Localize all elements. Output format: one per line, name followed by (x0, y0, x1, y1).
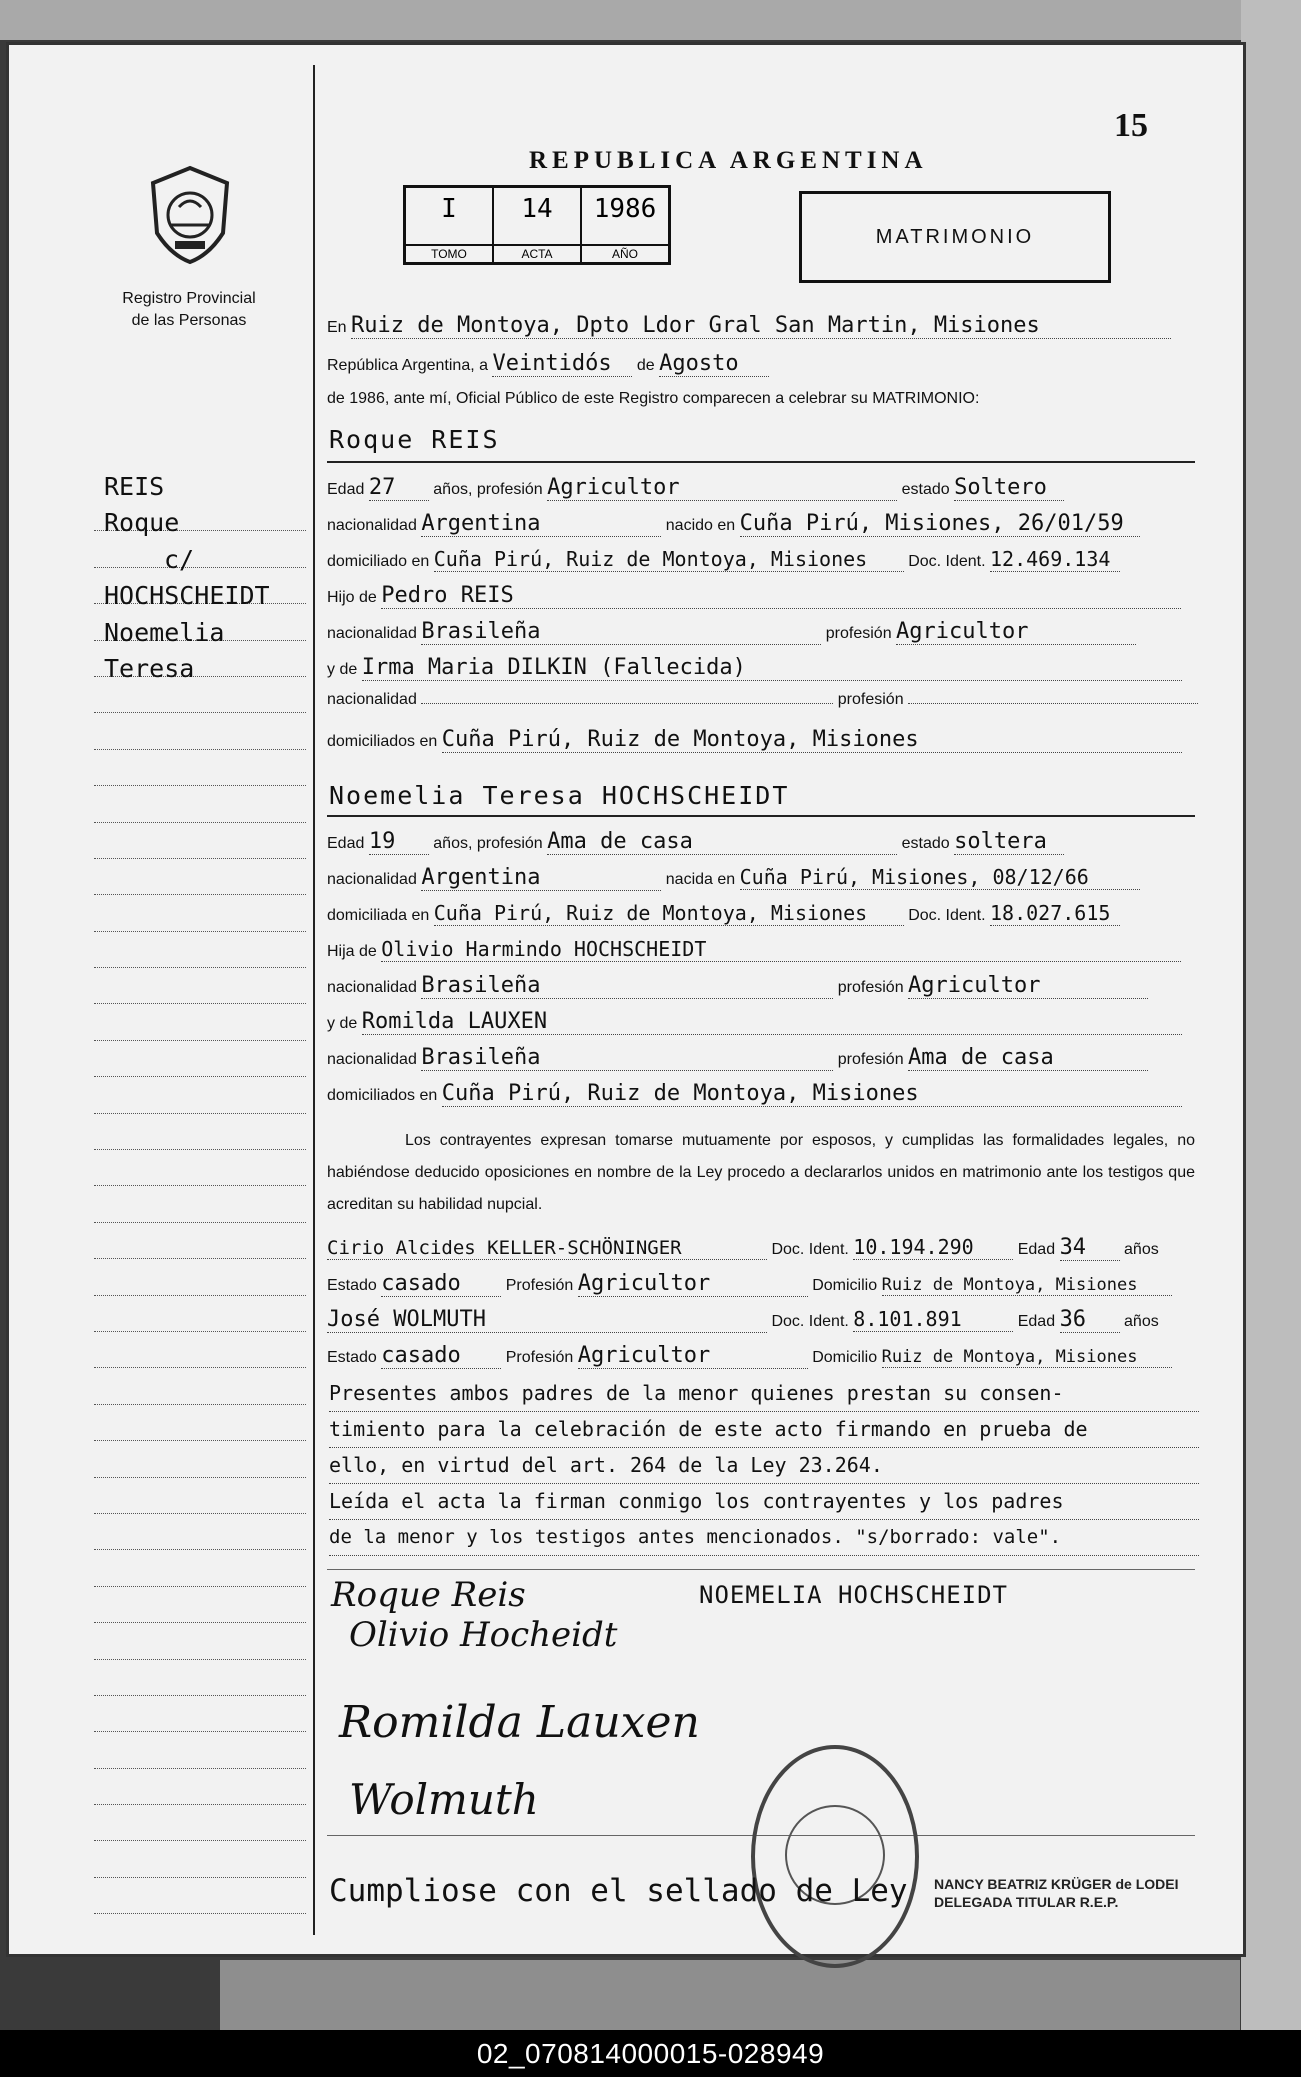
margin-rule (94, 750, 306, 786)
day-value: Veintidós (492, 351, 632, 377)
margin-rule (94, 1769, 306, 1805)
margin-rule (94, 1550, 306, 1586)
margin-rule (94, 968, 306, 1004)
groom-profession: Agricultor (547, 475, 897, 501)
page-number: 15 (1114, 107, 1148, 144)
margin-rule (94, 1368, 306, 1404)
tomo-acta-ano-box (403, 185, 671, 265)
bride-profession: Ama de casa (547, 829, 897, 855)
witness-signature: Wolmuth (349, 1775, 539, 1824)
margin-name: HOCHSCHEIDT (104, 581, 270, 611)
note-line: Leída el acta la firman conmigo los contrayentes y los padres (329, 1483, 1199, 1520)
margin-rule (94, 1878, 306, 1914)
margin-rule (94, 859, 306, 895)
margin-rule (94, 1587, 306, 1623)
groom-age: 27 (369, 475, 429, 501)
margin-rule (94, 1732, 306, 1768)
margin-name: Noemelia (104, 617, 225, 647)
witness-2-detail-row: Estado casado Profesión Agricultor Domicilio Ruiz de Montoya, Misiones (327, 1343, 1197, 1373)
acta-label: ACTA (494, 244, 580, 262)
groom-father: Pedro REIS (381, 583, 1181, 609)
bride-doc: 18.027.615 (990, 901, 1120, 926)
witness-1-age: 34 (1060, 1235, 1120, 1261)
margin-rule (94, 1514, 306, 1550)
background-bottom (220, 1960, 1240, 2030)
bride-mother: Romilda LAUXEN (362, 1009, 1182, 1035)
groom-parents-domicile-row: domiciliados en Cuña Pirú, Ruiz de Montoya, Misiones (327, 727, 1197, 757)
declaration-paragraph: Los contrayentes expresan tomarse mutuamente por esposos, y cumplidas las formalidades legales, no habiéndose deducido oposiciones en nombre de la Ley procedo a declararlos unidos en matrimonio ante los testigos que acreditan su habilidad nupcial. (327, 1132, 1195, 1213)
ano-cell (582, 188, 668, 262)
intro-date-row: República Argentina, a Veintidós de Agosto (327, 351, 1197, 381)
acta-cell (494, 188, 582, 262)
margin-rule (94, 1478, 306, 1514)
witness-2-doc: 8.101.891 (853, 1307, 1013, 1332)
intro-year-row: de 1986, ante mí, Oficial Público de este Registro comparecen a celebrar su MATRIMONIO: (327, 390, 980, 407)
official-stamp (934, 1875, 1196, 1911)
margin-name: Roque (104, 508, 180, 538)
groom-mother-nationality (421, 703, 833, 704)
witness-1-estado: casado (381, 1271, 501, 1297)
margin-rule (94, 1696, 306, 1732)
bride-father-nationality: Brasileña (421, 973, 833, 999)
margin-rule (94, 1041, 306, 1077)
bride-parents-domicile-row: domiciliados en Cuña Pirú, Ruiz de Montoya, Misiones (327, 1081, 1197, 1111)
margin-rule (94, 932, 306, 968)
groom-mother-profession (908, 703, 1198, 704)
section-rule (327, 461, 1195, 463)
groom-father-row: Hijo de Pedro REIS (327, 583, 1197, 613)
margin-rule (94, 1405, 306, 1441)
groom-birthplace: Cuña Pirú, Misiones, 26/01/59 (740, 511, 1140, 537)
bride-age: 19 (369, 829, 429, 855)
margin-rule (94, 1150, 306, 1186)
witness-2-age: 36 (1060, 1307, 1120, 1333)
registry-label: Registro Provincial de las Personas (122, 290, 256, 329)
note-line: Presentes ambos padres de la menor quienes prestan su consen- (329, 1375, 1199, 1412)
bride-nationality-row: nacionalidad Argentina nacida en Cuña Pirú, Misiones, 08/12/66 (327, 865, 1197, 895)
place-value: Ruiz de Montoya, Dpto Ldor Gral San Martin, Misiones (351, 313, 1171, 339)
groom-nationality-row: nacionalidad Argentina nacido en Cuña Pirú, Misiones, 26/01/59 (327, 511, 1197, 541)
margin-rule (94, 786, 306, 822)
acta-value: 14 (521, 194, 553, 224)
bride-mother-nat-row: nacionalidad Brasileña profesión Ama de casa (327, 1045, 1197, 1075)
record-type-box: MATRIMONIO (799, 191, 1111, 283)
section-rule (327, 815, 1195, 817)
country-title: REPUBLICA ARGENTINA (529, 147, 928, 174)
margin-rule (94, 1077, 306, 1113)
ano-label: AÑO (582, 244, 668, 262)
margin-names (104, 469, 314, 687)
bride-father-profession: Agricultor (908, 973, 1148, 999)
tomo-value: I (441, 194, 457, 224)
witness-2-estado: casado (381, 1343, 501, 1369)
margin-rule (94, 1623, 306, 1659)
bride-father-row: Hija de Olivio Harmindo HOCHSCHEIDT (327, 937, 1197, 967)
groom-domicile-row: domiciliado en Cuña Pirú, Ruiz de Montoya, Misiones Doc. Ident. 12.469.134 (327, 547, 1197, 577)
margin-divider (313, 65, 315, 1935)
ano-value: 1986 (593, 194, 657, 224)
witness-1-doc: 10.194.290 (853, 1235, 1013, 1260)
margin-rule (94, 1114, 306, 1150)
margin-rule (94, 1259, 306, 1295)
groom-father-profession: Agricultor (896, 619, 1136, 645)
witness-2-domicile: Ruiz de Montoya, Misiones (882, 1347, 1172, 1368)
groom-domicile: Cuña Pirú, Ruiz de Montoya, Misiones (434, 547, 904, 572)
groom-father-nat-row: nacionalidad Brasileña profesión Agricultor (327, 619, 1197, 649)
groom-estado: Soltero (954, 475, 1064, 501)
margin-rule (94, 1841, 306, 1877)
bride-estado: soltera (954, 829, 1064, 855)
groom-mother-nat-row: nacionalidad profesión (327, 691, 1197, 721)
bride-mother-profession: Ama de casa (908, 1045, 1148, 1071)
witness-2-row: José WOLMUTH Doc. Ident. 8.101.891 Edad 36 años (327, 1307, 1159, 1332)
groom-parents-domicile: Cuña Pirú, Ruiz de Montoya, Misiones (442, 727, 1182, 753)
margin-rule (94, 1805, 306, 1841)
margin-rule (94, 1332, 306, 1368)
margin-rule (94, 713, 306, 749)
tomo-cell (406, 188, 494, 262)
bride-birthplace: Cuña Pirú, Misiones, 08/12/66 (740, 865, 1140, 890)
groom-mother: Irma Maria DILKIN (Fallecida) (362, 655, 1182, 681)
background-right (1241, 0, 1301, 2077)
bride-father-signature: Olivio Hocheidt (349, 1615, 618, 1655)
margin-rule (94, 823, 306, 859)
note-line: de la menor y los testigos antes mencionados. "s/borrado: vale". (329, 1519, 1199, 1556)
bride-parents-domicile: Cuña Pirú, Ruiz de Montoya, Misiones (442, 1081, 1182, 1107)
groom-doc: 12.469.134 (990, 547, 1120, 572)
tomo-label: TOMO (406, 244, 492, 262)
registry-seal-icon (751, 1745, 919, 1968)
signature-rule (327, 1569, 1195, 1570)
month-value: Agosto (659, 351, 769, 377)
note-line: ello, en virtud del art. 264 de la Ley 23.264. (329, 1447, 1199, 1484)
witness-1-name: Cirio Alcides KELLER-SCHÖNINGER (327, 1237, 767, 1260)
bride-domicile: Cuña Pirú, Ruiz de Montoya, Misiones (434, 901, 904, 926)
image-caption: 02_070814000015-028949 (476, 2038, 825, 2069)
witness-2-profession: Agricultor (578, 1343, 808, 1369)
official-name: NANCY BEATRIZ KRÜGER de LODEI (934, 1876, 1179, 1892)
bride-mother-nationality: Brasileña (421, 1045, 833, 1071)
witness-1-row: Cirio Alcides KELLER-SCHÖNINGER Doc. Ident. 10.194.290 Edad 34 años (327, 1235, 1159, 1260)
margin-rule (94, 1004, 306, 1040)
note-line: timiento para la celebración de este acto firmando en prueba de (329, 1411, 1199, 1448)
margin-name: REIS (104, 472, 165, 501)
groom-nationality: Argentina (421, 511, 661, 537)
year-value: 86 (367, 390, 385, 407)
margin-rule (94, 1441, 306, 1477)
bride-age-row: Edad 19 años, profesión Ama de casa estado soltera (327, 829, 1197, 859)
provincial-emblem-icon (149, 165, 231, 265)
official-title: DELEGADA TITULAR R.E.P. (934, 1894, 1119, 1910)
margin-rule (94, 1660, 306, 1696)
groom-age-row: Edad 27 años, profesión Agricultor estado Soltero (327, 475, 1197, 505)
margin-name: c/ (164, 544, 195, 574)
bride-signature: NOEMELIA HOCHSCHEIDT (699, 1581, 1008, 1609)
witness-1-profession: Agricultor (578, 1271, 808, 1297)
margin-rule (94, 1296, 306, 1332)
margin-rule (94, 1223, 306, 1259)
register-page (6, 42, 1246, 1957)
margin-name: Teresa (104, 653, 195, 683)
closing-note: Cumpliose con el sellado de Ley (329, 1873, 908, 1909)
witness-1-detail-row: Estado casado Profesión Agricultor Domicilio Ruiz de Montoya, Misiones (327, 1271, 1197, 1301)
groom-father-nationality: Brasileña (421, 619, 821, 645)
margin-lines (94, 495, 306, 1914)
witness-2-name: José WOLMUTH (327, 1307, 767, 1333)
bride-nationality: Argentina (421, 865, 661, 891)
bride-mother-signature: Romilda Lauxen (339, 1697, 700, 1748)
bride-name: Noemelia Teresa HOCHSCHEIDT (329, 781, 790, 810)
background-top (0, 0, 1301, 40)
bride-domicile-row: domiciliada en Cuña Pirú, Ruiz de Montoya, Misiones Doc. Ident. 18.027.615 (327, 901, 1197, 931)
bride-father: Olivio Harmindo HOCHSCHEIDT (381, 937, 1181, 962)
margin-rule (94, 895, 306, 931)
bride-father-nat-row: nacionalidad Brasileña profesión Agricultor (327, 973, 1197, 1003)
groom-mother-row: y de Irma Maria DILKIN (Fallecida) (327, 655, 1197, 685)
intro-place-row: En Ruiz de Montoya, Dpto Ldor Gral San Martin, Misiones (327, 313, 1197, 343)
groom-name: Roque REIS (329, 425, 500, 454)
witness-1-domicile: Ruiz de Montoya, Misiones (882, 1275, 1172, 1296)
margin-rule (94, 1186, 306, 1222)
groom-signature: Roque Reis (331, 1575, 526, 1615)
bride-mother-row: y de Romilda LAUXEN (327, 1009, 1197, 1039)
